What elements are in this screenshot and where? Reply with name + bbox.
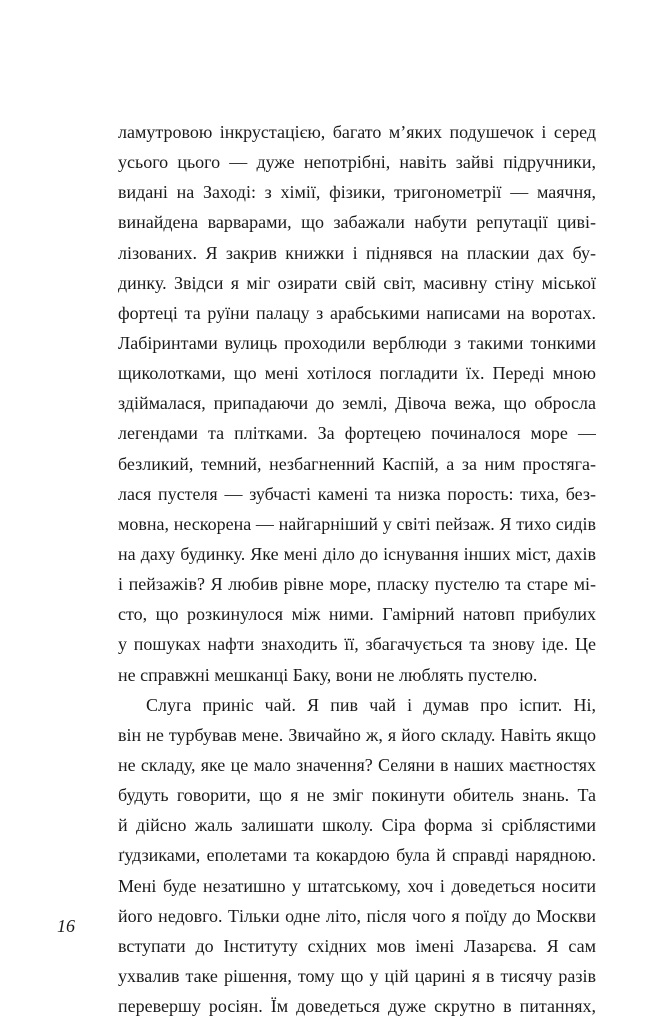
text-line: не складу, яке це мало значення? Селяни в наших маєтностях bbox=[118, 754, 596, 775]
text-line: Лабіринтами вулиць проходили верблюди з такими тонкими bbox=[118, 332, 596, 353]
text-line: ґудзиками, еполетами та кокардою була й справді нарядною. bbox=[118, 845, 596, 866]
text-line: Мені буде незатишно у штатському, хоч і доведеться носити bbox=[118, 875, 596, 896]
text-line: ухвалив таке рішення, тому що у цій царині я в тисячу разів bbox=[118, 965, 596, 986]
text-line: видані на Заході: з хімії, фізики, тригонометрії — маячня, bbox=[118, 182, 596, 203]
text-line: здіймалася, припадаючи до землі, Дівоча вежа, що обросла bbox=[118, 393, 596, 414]
text-line: у пошуках нафти знаходить її, збагачується та знову іде. Це bbox=[118, 634, 596, 655]
text-line: лася пустеля — зубчасті камені та низка порость: тиха, без- bbox=[118, 483, 596, 504]
page-number: 16 bbox=[57, 916, 75, 936]
text-line: вступати до Інституту східних мов імені Лазарєва. Я сам bbox=[118, 935, 596, 956]
text-line: будуть говорити, що я не зміг покинути обитель знань. Та bbox=[118, 785, 596, 806]
text-line: й дійсно жаль залишати школу. Сіра форма зі сріблястими bbox=[118, 815, 596, 836]
text-line: фортеці та руїни палацу з арабськими написами на воротах. bbox=[118, 302, 596, 323]
text-line: винайдена варварами, що забажали набути репутації циві- bbox=[118, 212, 596, 233]
text-line: мовна, нескорена — найгарніший у світі пейзаж. Я тихо сидів bbox=[118, 513, 596, 534]
text-line: щиколотками, що мені хотілося погладити їх. Переді мною bbox=[118, 363, 596, 384]
text-line: і пейзажів? Я любив рівне море, пласку пустелю та старе мі- bbox=[118, 574, 596, 595]
text-line: перевершу росіян. Їм доведеться дуже скрутно в питаннях, bbox=[118, 996, 596, 1017]
text-line: безликий, темний, незбагненний Каспій, а за ним простяга- bbox=[118, 453, 596, 474]
paragraph-last-line: не справжні мешканці Баку, вони не люблять пустелю. bbox=[118, 664, 538, 685]
text-line: динку. Звідси я міг озирати свій світ, масивну стіну міської bbox=[118, 272, 596, 293]
text-line: він не турбував мене. Звичайно ж, я його складу. Навіть якщо bbox=[118, 724, 596, 745]
text-line: лізованих. Я закрив книжки і піднявся на пласкии дах бу- bbox=[118, 242, 596, 263]
text-line: легендами та плітками. За фортецею починалося море — bbox=[118, 423, 596, 444]
body-text bbox=[118, 117, 596, 1021]
text-line: ламутровою інкрустацією, багато м’яких подушечок і серед bbox=[118, 122, 596, 142]
text-line: на даху будинку. Яке мені діло до існування інших міст, дахів bbox=[118, 543, 596, 564]
paragraph-first-line: Слуга приніс чай. Я пив чай і думав про іспит. Ні, bbox=[146, 694, 596, 715]
text-line: сто, що розкинулося між ними. Гамірний натовп прибулих bbox=[118, 604, 596, 625]
text-line: його недовго. Тільки одне літо, після чого я поїду до Москви bbox=[118, 905, 596, 926]
text-line: усього цього — дуже непотрібні, навіть зайві підручники, bbox=[118, 152, 596, 173]
